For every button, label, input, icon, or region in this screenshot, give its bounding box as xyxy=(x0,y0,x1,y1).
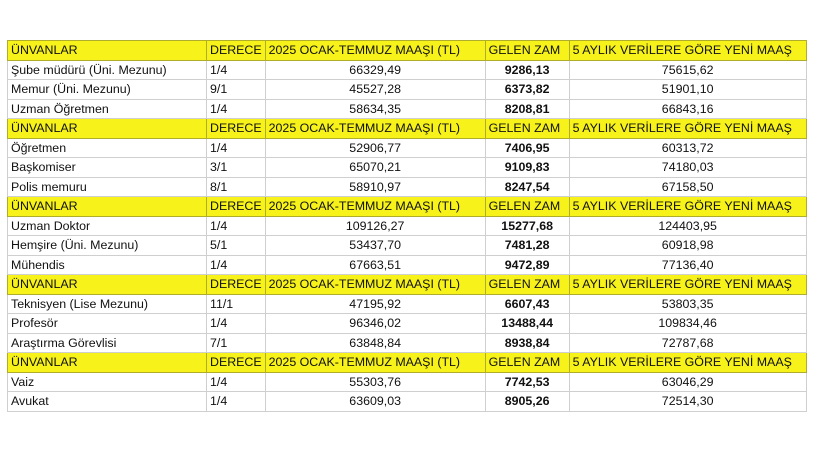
header-cell-zam: GELEN ZAM xyxy=(485,119,569,139)
cell-yeni: 66843,16 xyxy=(569,99,806,119)
header-cell-yeni: 5 AYLIK VERİLERE GÖRE YENİ MAAŞ xyxy=(569,275,806,295)
table-row xyxy=(8,177,807,197)
cell-yeni: 77136,40 xyxy=(569,255,806,275)
cell-maas: 45527,28 xyxy=(265,80,485,100)
header-cell-derece: DERECE xyxy=(207,353,266,373)
cell-derece: 1/4 xyxy=(207,372,266,392)
header-cell-maas: 2025 OCAK-TEMMUZ MAAŞI (TL) xyxy=(265,197,485,217)
cell-yeni: 75615,62 xyxy=(569,60,806,80)
table-row xyxy=(8,216,807,236)
cell-maas: 63609,03 xyxy=(265,392,485,412)
header-cell-yeni: 5 AYLIK VERİLERE GÖRE YENİ MAAŞ xyxy=(569,197,806,217)
cell-derece: 8/1 xyxy=(207,177,266,197)
cell-maas: 52906,77 xyxy=(265,138,485,158)
cell-derece: 1/4 xyxy=(207,392,266,412)
header-cell-derece: DERECE xyxy=(207,119,266,139)
cell-unvan: Araştırma Görevlisi xyxy=(8,333,207,353)
header-cell-zam: GELEN ZAM xyxy=(485,197,569,217)
cell-derece: 3/1 xyxy=(207,158,266,178)
table-row xyxy=(8,372,807,392)
table-row xyxy=(8,333,807,353)
cell-unvan: Öğretmen xyxy=(8,138,207,158)
cell-yeni: 60313,72 xyxy=(569,138,806,158)
table-row xyxy=(8,392,807,412)
table-row xyxy=(8,255,807,275)
cell-yeni: 53803,35 xyxy=(569,294,806,314)
cell-zam: 15277,68 xyxy=(485,216,569,236)
header-cell-zam: GELEN ZAM xyxy=(485,353,569,373)
cell-derece: 1/4 xyxy=(207,216,266,236)
cell-zam: 8938,84 xyxy=(485,333,569,353)
cell-maas: 58634,35 xyxy=(265,99,485,119)
cell-yeni: 67158,50 xyxy=(569,177,806,197)
cell-derece: 1/4 xyxy=(207,138,266,158)
table-row xyxy=(8,236,807,256)
header-cell-unvan: ÜNVANLAR xyxy=(8,275,207,295)
cell-maas: 53437,70 xyxy=(265,236,485,256)
header-row xyxy=(8,197,807,217)
header-cell-maas: 2025 OCAK-TEMMUZ MAAŞI (TL) xyxy=(265,41,485,61)
cell-maas: 63848,84 xyxy=(265,333,485,353)
cell-unvan: Başkomiser xyxy=(8,158,207,178)
cell-derece: 9/1 xyxy=(207,80,266,100)
header-cell-derece: DERECE xyxy=(207,197,266,217)
cell-yeni: 72787,68 xyxy=(569,333,806,353)
cell-maas: 47195,92 xyxy=(265,294,485,314)
header-cell-yeni: 5 AYLIK VERİLERE GÖRE YENİ MAAŞ xyxy=(569,41,806,61)
header-cell-unvan: ÜNVANLAR xyxy=(8,119,207,139)
header-row xyxy=(8,119,807,139)
header-cell-yeni: 5 AYLIK VERİLERE GÖRE YENİ MAAŞ xyxy=(569,119,806,139)
cell-unvan: Avukat xyxy=(8,392,207,412)
header-cell-unvan: ÜNVANLAR xyxy=(8,353,207,373)
table-row xyxy=(8,314,807,334)
cell-maas: 58910,97 xyxy=(265,177,485,197)
cell-derece: 1/4 xyxy=(207,255,266,275)
cell-zam: 6607,43 xyxy=(485,294,569,314)
table-row xyxy=(8,138,807,158)
header-cell-zam: GELEN ZAM xyxy=(485,275,569,295)
header-cell-maas: 2025 OCAK-TEMMUZ MAAŞI (TL) xyxy=(265,119,485,139)
cell-yeni: 124403,95 xyxy=(569,216,806,236)
cell-zam: 8247,54 xyxy=(485,177,569,197)
table-row xyxy=(8,294,807,314)
cell-unvan: Şube müdürü (Üni. Mezunu) xyxy=(8,60,207,80)
header-row xyxy=(8,275,807,295)
cell-maas: 96346,02 xyxy=(265,314,485,334)
cell-yeni: 74180,03 xyxy=(569,158,806,178)
cell-derece: 1/4 xyxy=(207,314,266,334)
header-cell-yeni: 5 AYLIK VERİLERE GÖRE YENİ MAAŞ xyxy=(569,353,806,373)
cell-yeni: 51901,10 xyxy=(569,80,806,100)
cell-unvan: Polis memuru xyxy=(8,177,207,197)
cell-maas: 109126,27 xyxy=(265,216,485,236)
cell-zam: 13488,44 xyxy=(485,314,569,334)
cell-maas: 65070,21 xyxy=(265,158,485,178)
cell-zam: 8905,26 xyxy=(485,392,569,412)
header-cell-maas: 2025 OCAK-TEMMUZ MAAŞI (TL) xyxy=(265,275,485,295)
cell-zam: 7406,95 xyxy=(485,138,569,158)
cell-derece: 1/4 xyxy=(207,60,266,80)
cell-unvan: Profesör xyxy=(8,314,207,334)
cell-derece: 5/1 xyxy=(207,236,266,256)
header-cell-derece: DERECE xyxy=(207,275,266,295)
cell-unvan: Uzman Öğretmen xyxy=(8,99,207,119)
cell-unvan: Memur (Üni. Mezunu) xyxy=(8,80,207,100)
cell-derece: 7/1 xyxy=(207,333,266,353)
salary-table-body xyxy=(8,41,807,412)
cell-zam: 9109,83 xyxy=(485,158,569,178)
header-cell-derece: DERECE xyxy=(207,41,266,61)
cell-maas: 66329,49 xyxy=(265,60,485,80)
header-row xyxy=(8,41,807,61)
cell-unvan: Mühendis xyxy=(8,255,207,275)
cell-unvan: Vaiz xyxy=(8,372,207,392)
cell-derece: 11/1 xyxy=(207,294,266,314)
header-cell-unvan: ÜNVANLAR xyxy=(8,41,207,61)
header-cell-zam: GELEN ZAM xyxy=(485,41,569,61)
salary-table xyxy=(7,40,807,412)
cell-zam: 7481,28 xyxy=(485,236,569,256)
cell-zam: 7742,53 xyxy=(485,372,569,392)
cell-yeni: 109834,46 xyxy=(569,314,806,334)
table-row xyxy=(8,80,807,100)
cell-zam: 9286,13 xyxy=(485,60,569,80)
header-cell-maas: 2025 OCAK-TEMMUZ MAAŞI (TL) xyxy=(265,353,485,373)
table-row xyxy=(8,158,807,178)
cell-unvan: Hemşire (Üni. Mezunu) xyxy=(8,236,207,256)
table-row xyxy=(8,60,807,80)
cell-yeni: 72514,30 xyxy=(569,392,806,412)
cell-maas: 67663,51 xyxy=(265,255,485,275)
cell-zam: 9472,89 xyxy=(485,255,569,275)
cell-zam: 8208,81 xyxy=(485,99,569,119)
cell-unvan: Teknisyen (Lise Mezunu) xyxy=(8,294,207,314)
cell-yeni: 60918,98 xyxy=(569,236,806,256)
cell-maas: 55303,76 xyxy=(265,372,485,392)
cell-zam: 6373,82 xyxy=(485,80,569,100)
cell-derece: 1/4 xyxy=(207,99,266,119)
header-row xyxy=(8,353,807,373)
header-cell-unvan: ÜNVANLAR xyxy=(8,197,207,217)
cell-unvan: Uzman Doktor xyxy=(8,216,207,236)
cell-yeni: 63046,29 xyxy=(569,372,806,392)
table-row xyxy=(8,99,807,119)
